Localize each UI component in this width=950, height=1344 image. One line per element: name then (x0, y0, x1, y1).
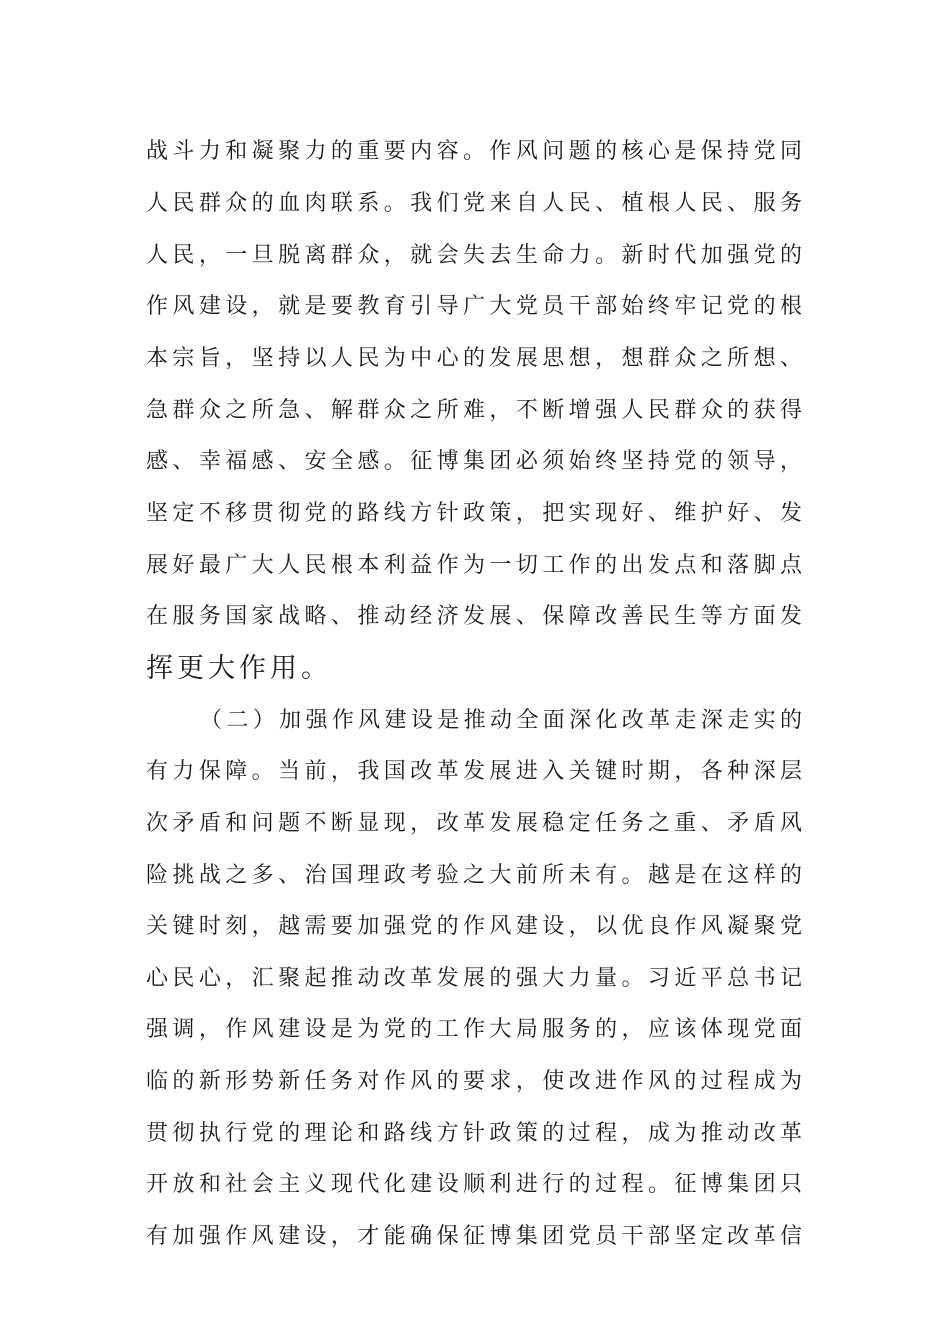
paragraph-line: 强调，作风建设是为党的工作大局服务的，应该体现党面 (146, 1017, 806, 1042)
paragraph-line: 作风建设，就是要教育引导广大党员干部始终牢记党的根 (146, 294, 806, 319)
paragraph-line: 开放和社会主义现代化建设顺利进行的过程。征博集团只 (146, 1172, 806, 1197)
paragraph-line: 有加强作风建设，才能确保征博集团党员干部坚定改革信 (146, 1224, 806, 1249)
paragraph-line: 挥更大作用。 (146, 653, 332, 684)
paragraph-line: 急群众之所急、解群众之所难，不断增强人民群众的获得 (146, 398, 806, 423)
paragraph-line: 在服务国家战略、推动经济发展、保障改善民生等方面发 (146, 604, 806, 629)
paragraph-line: 坚定不移贯彻党的路线方针政策，把实现好、维护好、发 (146, 501, 806, 526)
paragraph-line: 临的新形势新任务对作风的要求，使改进作风的过程成为 (146, 1069, 806, 1094)
paragraph-line: 险挑战之多、治国理政考验之大前所未有。越是在这样的 (146, 863, 806, 888)
paragraph-line: 心民心，汇聚起推动改革发展的强大力量。习近平总书记 (146, 966, 806, 991)
paragraph-line: 关键时刻，越需要加强党的作风建设，以优良作风凝聚党 (146, 914, 806, 939)
paragraph-line: 战斗力和凝聚力的重要内容。作风问题的核心是保持党同 (146, 139, 806, 164)
paragraph-line: 本宗旨，坚持以人民为中心的发展思想，想群众之所想、 (146, 346, 806, 371)
paragraph-line: 人民群众的血肉联系。我们党来自人民、植根人民、服务 (146, 191, 806, 216)
paragraph-line: 有力保障。当前，我国改革发展进入关键时期，各种深层 (146, 759, 806, 784)
paragraph-line: 感、幸福感、安全感。征博集团必须始终坚持党的领导， (146, 449, 806, 474)
paragraph-line: 贯彻执行党的理论和路线方针政策的过程，成为推动改革 (146, 1121, 806, 1146)
paragraph-line: 人民，一旦脱离群众，就会失去生命力。新时代加强党的 (146, 243, 806, 268)
paragraph-line: 展好最广大人民根本利益作为一切工作的出发点和落脚点 (146, 553, 806, 578)
paragraph-line: 次矛盾和问题不断显现，改革发展稳定任务之重、矛盾风 (146, 811, 806, 836)
section-heading-line: （二）加强作风建设是推动全面深化改革走深走实的 (200, 708, 806, 733)
